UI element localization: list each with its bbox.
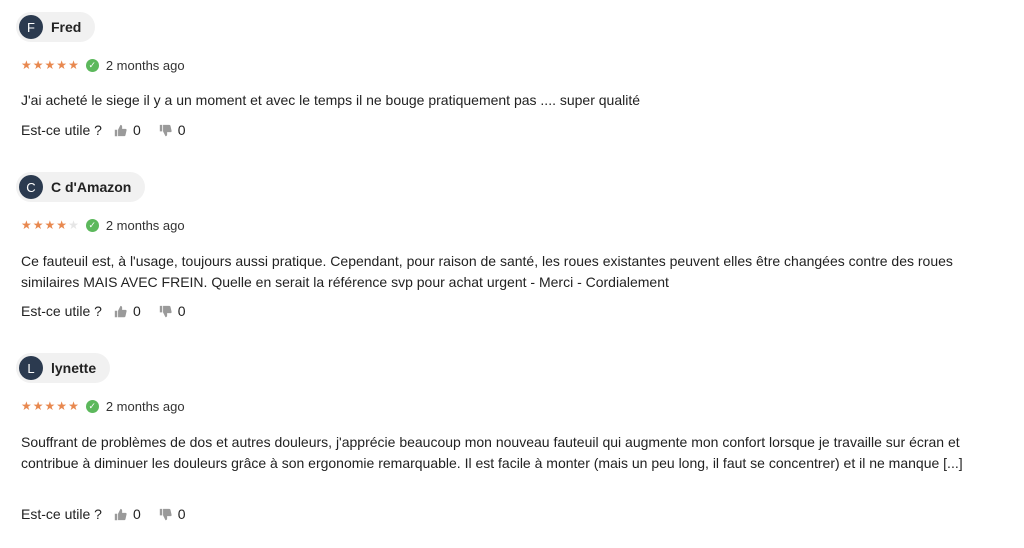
star-icon: ★ (68, 58, 79, 72)
author-chip (16, 172, 145, 202)
dislike-button[interactable] (159, 122, 186, 138)
like-count: 0 (132, 506, 141, 522)
dislike-button[interactable] (159, 506, 186, 522)
avatar: L (19, 356, 43, 380)
helpful-label: Est-ce utile ? (21, 506, 102, 522)
star-rating (21, 59, 79, 71)
review-meta (21, 217, 185, 233)
review-date: 2 months ago (105, 217, 185, 233)
like-button[interactable] (114, 303, 141, 319)
helpful-label: Est-ce utile ? (21, 303, 102, 319)
thumbs-up-icon (114, 508, 127, 521)
like-count: 0 (132, 303, 141, 319)
star-icon: ★ (32, 399, 44, 413)
author-name: Fred (51, 19, 82, 35)
star-icon: ★ (56, 58, 68, 72)
star-icon: ★ (56, 399, 68, 413)
star-icon: ★ (21, 399, 32, 413)
review-text: J'ai acheté le siege il y a un moment et avec le temps il ne bouge pratiquement pas .... super qualité (21, 92, 641, 108)
helpful-section (21, 303, 204, 319)
star-icon: ★ (56, 218, 68, 232)
thumbs-up-icon (114, 124, 127, 137)
like-button[interactable] (114, 122, 141, 138)
like-button[interactable] (114, 506, 141, 522)
author-name: lynette (51, 360, 97, 376)
helpful-section (21, 506, 204, 522)
verified-check-icon: ✓ (86, 59, 99, 72)
dislike-button[interactable] (159, 303, 186, 319)
helpful-section (21, 122, 204, 138)
review-date: 2 months ago (105, 57, 185, 73)
review-meta (21, 57, 185, 73)
dislike-count: 0 (177, 303, 186, 319)
thumbs-down-icon (159, 124, 172, 137)
review-meta (21, 398, 185, 414)
avatar: F (19, 15, 43, 39)
avatar: C (19, 175, 43, 199)
star-empty-icon: ★ (68, 218, 79, 232)
star-rating (21, 400, 79, 412)
like-count: 0 (132, 122, 141, 138)
dislike-count: 0 (177, 506, 186, 522)
star-icon: ★ (21, 58, 32, 72)
star-icon: ★ (21, 218, 32, 232)
thumbs-down-icon (159, 508, 172, 521)
author-chip (16, 12, 95, 42)
review-date: 2 months ago (105, 398, 185, 414)
thumbs-up-icon (114, 305, 127, 318)
star-rating (21, 219, 79, 231)
thumbs-down-icon (159, 305, 172, 318)
star-icon: ★ (32, 218, 44, 232)
dislike-count: 0 (177, 122, 186, 138)
verified-check-icon: ✓ (86, 219, 99, 232)
star-icon: ★ (44, 218, 56, 232)
author-name: C d'Amazon (51, 179, 132, 195)
star-icon: ★ (44, 399, 56, 413)
star-icon: ★ (32, 58, 44, 72)
review-text: Ce fauteuil est, à l'usage, toujours aussi pratique. Cependant, pour raison de santé, les roues existantes peuvent elles être changées contre des roues similaires MAIS AVEC FREIN. Quelle en serait la référence svp pour achat urgent - Merci - Cordialement (21, 253, 953, 290)
review-text: Souffrant de problèmes de dos et autres douleurs, j'apprécie beaucoup mon nouveau fauteuil qui augmente mon confort lorsque je travaille sur écran et contribue à diminuer les douleurs grâce à son ergonomie remarquable. Il est facile à monter (mais un peu long, il faut se concentrer) et il ne manque [...] (21, 434, 963, 471)
author-chip (16, 353, 110, 383)
verified-check-icon: ✓ (86, 400, 99, 413)
star-icon: ★ (44, 58, 56, 72)
helpful-label: Est-ce utile ? (21, 122, 102, 138)
star-icon: ★ (68, 399, 79, 413)
